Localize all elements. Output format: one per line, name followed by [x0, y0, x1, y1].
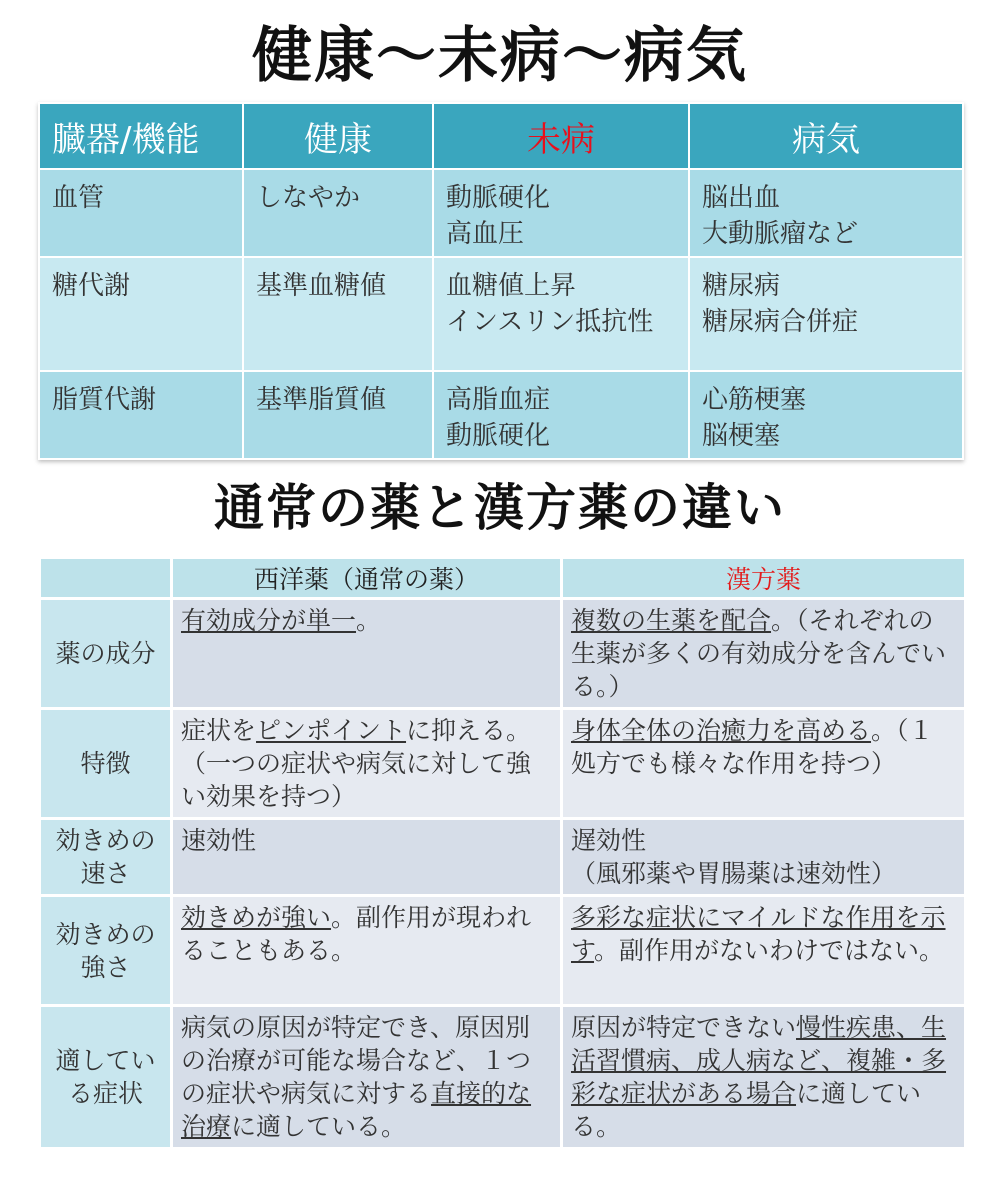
organ-cell: 血管	[39, 169, 243, 257]
cell-text: 症状を	[181, 716, 257, 745]
table-header-row	[40, 558, 966, 599]
health-cell: しなやか	[243, 169, 433, 257]
cell-line: 大動脈瘤など	[702, 219, 859, 249]
mibyou-cell	[433, 371, 689, 459]
cell-line: 高脂血症	[446, 385, 551, 415]
underlined-text: 多彩な症状にマイルドな作用を示す	[571, 903, 946, 965]
page-title: 健康～未病～病気	[252, 21, 748, 91]
kampo-cell	[562, 819, 966, 896]
mibyou-cell	[433, 257, 689, 371]
cell-text: 病気の原因が特定でき、原因別の治療が可能な場合など、１つの症状や病気に対する	[181, 1013, 532, 1108]
health-cell: 基準脂質値	[243, 371, 433, 459]
disease-cell	[689, 257, 963, 371]
western-cell	[172, 599, 562, 709]
mibyou-cell	[433, 169, 689, 257]
underlined-text: ピンポイント	[256, 716, 407, 745]
disease-cell	[689, 371, 963, 459]
cell-line: 動脈硬化	[446, 183, 551, 213]
row-label: 薬の成分	[40, 599, 172, 709]
cell-text: に適している。	[571, 1079, 922, 1141]
header-disease: 病気	[689, 103, 963, 169]
header-organ: 臓器/機能	[39, 103, 243, 169]
table-row	[40, 896, 966, 1006]
underlined-text: 慢性疾患、生活習慣病、成人病など、複雑・多彩な症状がある場合	[571, 1013, 947, 1108]
organ-cell: 糖代謝	[39, 257, 243, 371]
health-cell: 基準血糖値	[243, 257, 433, 371]
table-row	[40, 819, 966, 896]
kampo-cell	[562, 709, 966, 819]
cell-text: 原因が特定できない	[571, 1013, 797, 1042]
organ-cell: 脂質代謝	[39, 371, 243, 459]
cell-line: 脳出血	[702, 183, 781, 213]
cell-text: 。副作用がないわけではない。	[594, 936, 945, 965]
table-row	[40, 599, 966, 709]
cell-line: 脳梗塞	[702, 421, 781, 451]
cell-text: に適している。	[231, 1112, 407, 1141]
header-empty	[40, 558, 172, 599]
header-kampo: 漢方薬	[562, 558, 966, 599]
underlined-text: 効きめが強い	[181, 903, 332, 932]
underlined-text: 複数の生薬を配合	[571, 606, 772, 635]
header-western: 西洋薬（通常の薬）	[172, 558, 562, 599]
cell-text: 。副作用が現われることもある。	[181, 903, 532, 965]
underlined-text: 身体全体の治癒力を高める	[571, 716, 872, 745]
cell-line: インスリン抵抗性	[446, 307, 654, 337]
table-header-row	[39, 103, 963, 169]
cell-text: 。	[356, 606, 382, 635]
cell-text: 。（１処方でも様々な作用を持つ）	[571, 716, 934, 778]
underlined-text: 直接的な治療	[181, 1079, 532, 1141]
header-health: 健康	[243, 103, 433, 169]
disease-cell	[689, 169, 963, 257]
cell-line: 糖尿病	[702, 271, 781, 301]
kampo-cell	[562, 896, 966, 1006]
western-cell	[172, 709, 562, 819]
western-cell: 速効性	[172, 819, 562, 896]
cell-text: 。（それぞれの生薬が多くの有効成分を含んでいる。）	[571, 606, 947, 701]
section-title: 通常の薬と漢方薬の違い	[214, 479, 786, 537]
table-row	[39, 257, 963, 371]
health-disease-table	[38, 102, 964, 460]
cell-line: 高血圧	[446, 219, 525, 249]
kampo-cell	[562, 1006, 966, 1149]
table-row	[40, 709, 966, 819]
cell-line: 血糖値上昇	[446, 271, 577, 301]
cell-text: に抑える。（一つの症状や病気に対して強い効果を持つ）	[181, 716, 532, 811]
header-mibyou: 未病	[433, 103, 689, 169]
cell-line: （風邪薬や胃腸薬は速効性）	[571, 859, 897, 888]
row-label: 効きめの速さ	[40, 819, 172, 896]
row-label: 適している症状	[40, 1006, 172, 1149]
row-label: 特徴	[40, 709, 172, 819]
western-cell	[172, 896, 562, 1006]
table-row	[39, 371, 963, 459]
medicine-comparison-table	[38, 556, 967, 1150]
row-label: 効きめの強さ	[40, 896, 172, 1006]
cell-line: 遅効性	[571, 826, 647, 855]
underlined-text: 有効成分が単一	[181, 606, 357, 635]
cell-line: 心筋梗塞	[702, 385, 807, 415]
cell-line: 糖尿病合併症	[702, 307, 859, 337]
western-cell	[172, 1006, 562, 1149]
kampo-cell	[562, 599, 966, 709]
table-row	[39, 169, 963, 257]
cell-line: 動脈硬化	[446, 421, 551, 451]
table-row	[40, 1006, 966, 1149]
